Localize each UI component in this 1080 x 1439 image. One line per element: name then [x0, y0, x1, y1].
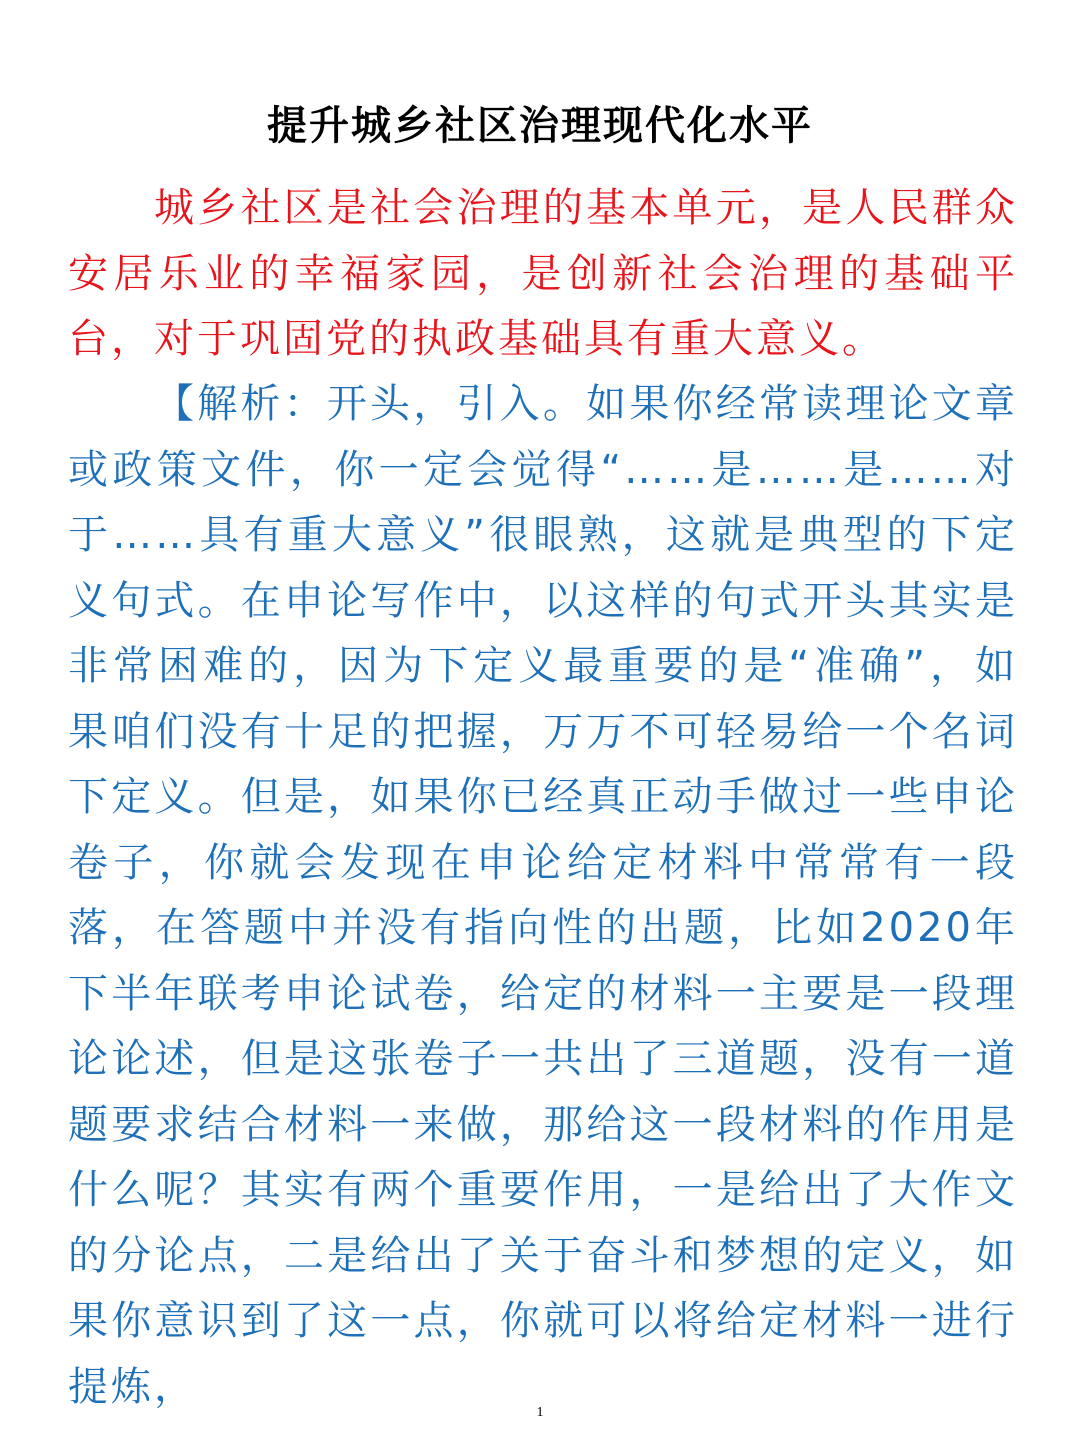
page-number: 1 [536, 1405, 544, 1420]
document-title: 提升城乡社区治理现代化水平 [267, 102, 813, 149]
analysis-paragraph: 【解析：开头，引入。如果你经常读理论文章或政策文件，你一定会觉得“……是……是……对于……具有重大意义”很眼熟，这就是典型的下定义句式。在申论写作中，以这样的句式开头其实是非常困难的，因为下定义最重要的是“准确”，如果咱们没有十足的把握，万万不可轻易给一个名词下定义。但是，如果你已经真正动手做过一些申论卷子，你就会发现在申论给定材料中常常有一段落，在答题中并没有指向性的出题，比如2020年下半年联考申论试卷，给定的材料一主要是一段理论论述，但是这张卷子一共出了三道题，没有一道题要求结合材料一来做，那给这一段材料的作用是什么呢？其实有两个重要作用，一是给出了大作文的分论点，二是给出了关于奋斗和梦想的定义，如果你意识到了这一点，你就可以将给定材料一进行提炼， [68, 381, 1018, 1410]
lead-paragraph: 城乡社区是社会治理的基本单元，是人民群众安居乐业的幸福家园，是创新社会治理的基础平台，对于巩固党的执政基础具有重大意义。 [68, 185, 1018, 362]
